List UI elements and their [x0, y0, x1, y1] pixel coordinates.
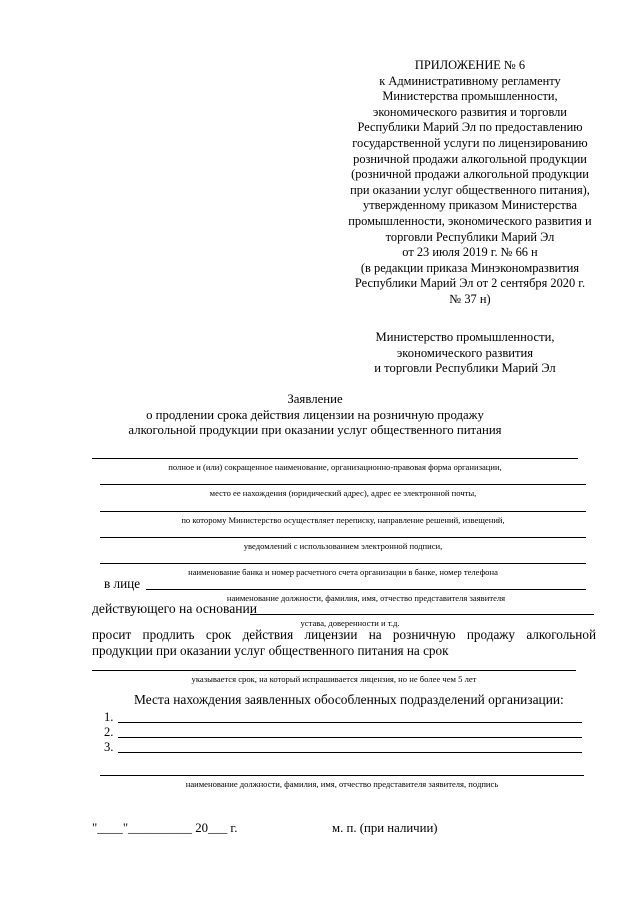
notifications-caption: уведомлений с использованием электронной подписи, — [243, 541, 443, 551]
basis-field[interactable] — [250, 614, 594, 615]
address-field[interactable] — [100, 484, 586, 485]
bank-caption: наименование банка и номер расчетного счета организации в банке, номер телефона — [188, 567, 498, 577]
correspondence-field[interactable] — [100, 511, 586, 512]
appendix-line: ПРИЛОЖЕНИЕ № 6 — [414, 58, 526, 72]
org-name-caption: полное и (или) сокращенное наименование, организационно-правовая форма организации, — [168, 462, 502, 472]
date-field[interactable]: "____"__________ 20___ г. — [92, 821, 238, 835]
correspondence-caption: по которому Министерство осуществляет переписку, направление решений, извещений, — [181, 515, 505, 525]
acting-basis-label: действующего на основании — [92, 601, 258, 616]
appendix-header — [320, 58, 620, 308]
stamp-label: м. п. (при наличии) — [332, 821, 438, 835]
title-line: Заявление — [287, 392, 343, 406]
term-caption: указывается срок, на который испрашивается лицензия, но не более чем 5 лет — [191, 674, 477, 684]
address-caption: место ее нахождения (юридический адрес), адрес ее электронной почты, — [209, 488, 477, 498]
appendix-line: № 37 н) — [449, 291, 491, 306]
addressee-line: и торговли Республики Марий Эл — [374, 361, 556, 376]
appendix-line: Республики Марий Эл по предоставлению — [357, 120, 583, 135]
appendix-line: к Административному регламенту — [379, 73, 561, 88]
location-item-number: 2. — [104, 725, 114, 739]
location-item-number: 3. — [104, 740, 114, 754]
signature-field[interactable] — [100, 775, 584, 776]
request-line-1: просит продлить срок действия лицензии на розничную продажу алкогольной — [92, 627, 596, 642]
title-line: о продлении срока действия лицензии на розничную продажу — [146, 407, 484, 422]
location-item-number: 1. — [104, 710, 114, 724]
appendix-line: (розничной продажи алкогольной продукции — [351, 167, 589, 182]
location-item-field-1[interactable] — [118, 722, 582, 723]
appendix-line: (в редакции приказа Минэкономразвития — [360, 260, 580, 275]
term-field[interactable] — [92, 670, 576, 671]
basis-caption: устава, доверенности и т.д. — [300, 618, 400, 628]
document-title — [100, 392, 530, 439]
appendix-line: торговли Республики Марий Эл — [385, 229, 555, 244]
locations-heading: Места нахождения заявленных обособленных подразделений организации: — [134, 692, 564, 707]
appendix-line: экономического развития и торговли — [373, 104, 567, 119]
addressee-block — [340, 330, 590, 377]
representative-field[interactable] — [146, 589, 586, 590]
appendix-line: утвержденному приказом Министерства — [363, 198, 577, 213]
addressee-line: экономического развития — [396, 345, 534, 360]
appendix-line: при оказании услуг общественного питания), — [350, 182, 590, 197]
appendix-line: Министерства промышленности, — [382, 89, 558, 104]
appendix-line: от 23 июля 2019 г. № 66 н — [402, 245, 538, 260]
title-line: алкогольной продукции при оказании услуг общественного питания — [128, 423, 502, 438]
appendix-line: Республики Марий Эл от 2 сентября 2020 г. — [354, 276, 586, 291]
bank-field[interactable] — [100, 563, 586, 564]
representative-caption: наименование должности, фамилия, имя, отчество представителя заявителя — [226, 593, 506, 603]
appendix-line: розничной продажи алкогольной продукции — [353, 151, 587, 166]
location-item-field-3[interactable] — [118, 752, 582, 753]
signature-caption: наименование должности, фамилия, имя, отчество представителя заявителя, подпись — [185, 779, 499, 789]
org-name-field[interactable] — [92, 458, 578, 459]
request-line-2: продукции при оказании услуг общественного питания на срок — [92, 643, 449, 658]
notifications-field[interactable] — [100, 537, 586, 538]
appendix-line: государственной услуги по лицензированию — [352, 135, 588, 150]
addressee-line: Министерство промышленности, — [375, 330, 555, 344]
in-person-label: в лице — [104, 576, 141, 591]
location-item-field-2[interactable] — [118, 737, 582, 738]
appendix-line: промышленности, экономического развития и — [348, 213, 592, 228]
